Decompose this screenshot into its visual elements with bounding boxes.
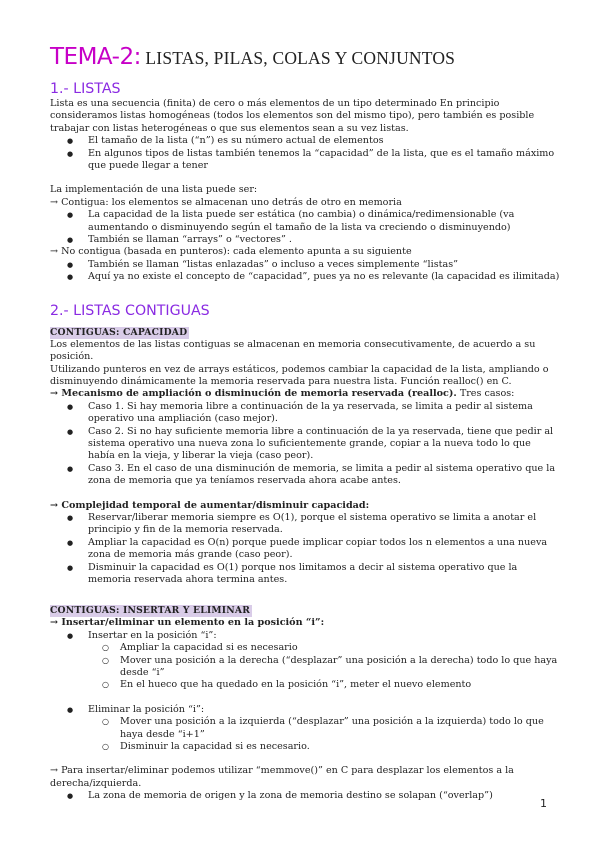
list-item: ● Caso 1. Si hay memoria libre a continuación de la ya reservada, se limita a pedir al sistema operativo una ampliación (caso mejor).: [50, 401, 560, 426]
insertar-label: Insertar en la posición “i”:: [88, 629, 217, 641]
list-item: ○ Mover una posición a la izquierda (“desplazar” una posición a la izquierda) todo lo que haya desde “i+1”: [50, 716, 560, 741]
subheading-insertar-eliminar: CONTIGUAS: INSERTAR Y ELIMINAR: [50, 605, 251, 617]
mecanismo-rest: Tres casos:: [456, 388, 515, 400]
list-item: ● Caso 3. En el caso de una disminución de memoria, se limita a pedir al sistema operativo que la zona de memoria que ya teníamos reservada ahora acabe antes.: [50, 463, 560, 488]
list-item: ● Disminuir la capacidad es O(1) porque nos limitamos a decir al sistema operativo que la memoria reservada ahora termina antes.: [50, 562, 560, 587]
mecanismo-bold: → Mecanismo de ampliación o disminución de memoria reservada (realloc).: [50, 388, 457, 400]
nocontigua-bullets: [50, 259, 560, 284]
contiguas-p1: Los elementos de las listas contiguas se almacenan en memoria consecutivamente, de acuerdo a su posición.: [50, 338, 536, 363]
complejidad-list: [50, 512, 560, 586]
list-item: ○ Ampliar la capacidad si es necesario: [50, 642, 560, 654]
list-item: ○ Disminuir la capacidad si es necesario.: [50, 741, 560, 753]
list-item: ● Reservar/liberar memoria siempre es O(1), porque el sistema operativo se limita a anotar el principio y fin de la memoria reservada.: [50, 512, 560, 537]
subheading-capacidad: CONTIGUAS: CAPACIDAD: [50, 326, 188, 338]
title-prefix: TEMA-2:: [50, 44, 141, 70]
list-item: ● Ampliar la capacidad es O(n) porque puede implicar copiar todos los n elementos a una nueva zona de memoria más grande (caso peor).: [50, 537, 560, 562]
list-item: ● La zona de memoria de origen y la zona de memoria destino se solapan (“overlap”): [50, 790, 560, 802]
eliminar-steps: [50, 716, 560, 753]
complejidad-line: [50, 500, 560, 512]
list-item: ● También se llaman “arrays” o “vectores” .: [50, 234, 560, 246]
list-item: ● En algunos tipos de listas también tenemos la “capacidad” de la lista, que es el tamaño máximo que puede llegar a tener: [50, 148, 560, 173]
contigua-bullets: [50, 209, 560, 246]
list-item: ● Aquí ya no existe el concepto de “capacidad”, pues ya no es relevante (la capacidad es ilimitada): [50, 271, 560, 283]
list-item: ○ Mover una posición a la derecha (“desplazar” una posición a la derecha) todo lo que haya desde “i”: [50, 655, 560, 680]
title-text: LISTAS, PILAS, COLAS Y CONJUNTOS: [140, 48, 456, 68]
list-item: ● El tamaño de la lista (“n”) es su número actual de elementos: [50, 135, 560, 147]
list-item: [50, 704, 560, 716]
insertar-eliminar-bold: → Insertar/eliminar un elemento en la posición “i”:: [50, 617, 325, 629]
document-page: [50, 44, 560, 803]
page-title: [50, 44, 560, 72]
contigua-line: → Contigua: los elementos se almacenan uno detrás de otro en memoria: [50, 196, 402, 208]
nocontigua-line: → No contigua (basada en punteros): cada elemento apunta a su siguiente: [50, 246, 412, 258]
insertar-steps: [50, 642, 560, 692]
list-item: ● La capacidad de la lista puede ser estática (no cambia) o dinámica/redimensionable (va aumentando o disminuyendo según el tamaño de la lista va creciendo o disminuyendo): [50, 209, 560, 234]
complejidad-bold: → Complejidad temporal de aumentar/disminuir capacidad:: [50, 499, 370, 511]
eliminar-list: [50, 704, 560, 716]
listas-intro: Lista es una secuencia (finita) de cero o más elementos de un tipo determinado En principio consideramos listas homogéneas (todos los elementos son del mismo tipo), pero también es posible trabajar con listas heterogéneas o que sus elementos sean a su vez listas.: [50, 98, 535, 134]
listas-bullets: [50, 135, 560, 172]
eliminar-label: Eliminar la posición “i”:: [88, 703, 205, 715]
list-item: ● Caso 2. Si no hay suficiente memoria libre a continuación de la ya reservada, tiene que pedir al sistema operativo una nueva zona lo suficientemente grande, copiar a la nueva todo lo que había en la vieja, y liberar la vieja (caso peor).: [50, 426, 560, 463]
memmove-line: → Para insertar/eliminar podemos utilizar “memmove()” en C para desplazar los elementos a la derecha/izquierda.: [50, 765, 514, 789]
mecanismo-line: [50, 388, 560, 400]
insertar-list: [50, 630, 560, 642]
section-heading-listas: 1.- LISTAS: [50, 81, 121, 97]
casos-list: [50, 401, 560, 488]
memmove-list: [50, 790, 560, 802]
page-number: 1: [540, 797, 547, 810]
contiguas-p2: Utilizando punteros en vez de arrays estáticos, podemos cambiar la capacidad de la lista, ampliando o disminuyendo dinámicamente la memoria reservada para nuestra lista. Función realloc() en C.: [50, 363, 549, 387]
list-item: [50, 630, 560, 642]
impl-intro: La implementación de una lista puede ser:: [50, 184, 258, 196]
insertar-eliminar-line: [50, 617, 560, 629]
section-heading-listas-contiguas: 2.- LISTAS CONTIGUAS: [50, 302, 210, 319]
list-item: ○ En el hueco que ha quedado en la posición “i”, meter el nuevo elemento: [50, 679, 560, 691]
list-item: ● También se llaman “listas enlazadas” o incluso a veces simplemente “listas”: [50, 259, 560, 271]
